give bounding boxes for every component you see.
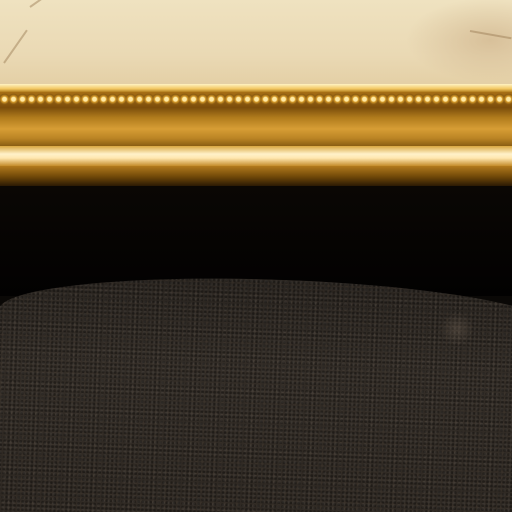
wall-spot — [440, 312, 474, 346]
frame-gilded-band — [0, 108, 512, 146]
paint-crack — [29, 0, 79, 8]
painting-canvas — [0, 0, 512, 92]
paint-crack — [470, 30, 512, 39]
frame-top-edge — [0, 84, 512, 92]
frame-bead-molding — [0, 92, 512, 108]
frame-bottom-edge — [0, 166, 512, 186]
frame-highlight — [0, 146, 512, 166]
paint-crack — [3, 30, 28, 64]
textured-wall — [0, 270, 512, 512]
